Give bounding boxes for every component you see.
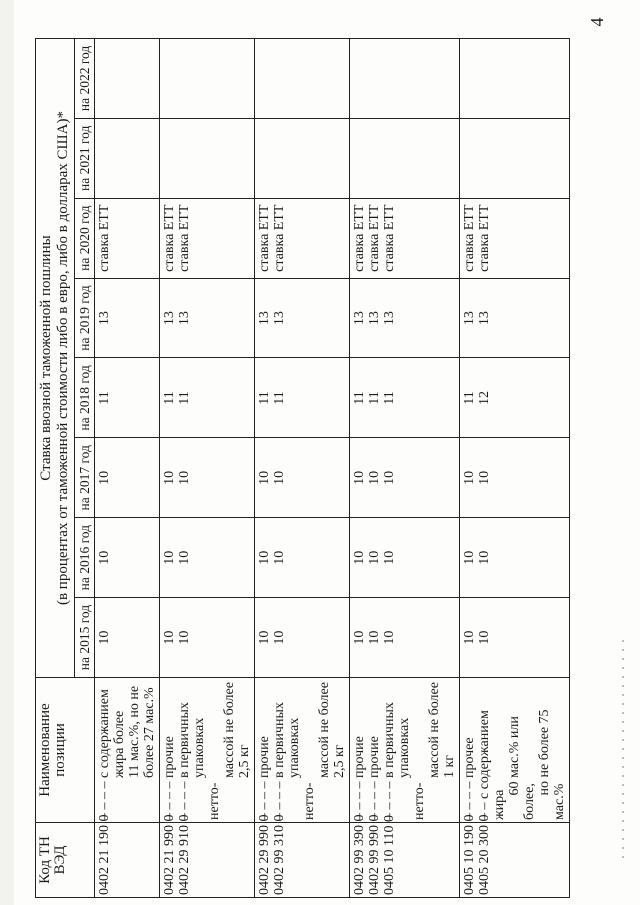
row-name: – – – – прочее – – с содержанием жира 60 мас.% или более, но не более 75 мас.% — [460, 678, 570, 823]
header-rate — [36, 39, 75, 678]
rate-cell: 10 10 10 — [350, 438, 460, 518]
rate-cell — [160, 39, 255, 119]
rate-cell: 13 13 — [160, 278, 255, 358]
rate-cell: 11 12 — [460, 358, 570, 438]
rate-cell: ставка ЕТТ ставка ЕТТ — [160, 198, 255, 278]
rate-cell: 11 — [95, 358, 160, 438]
rate-cell — [95, 118, 160, 198]
year-header: на 2016 год — [75, 518, 95, 598]
row-code: 0402 21 990 0 0402 29 910 0 — [160, 823, 255, 898]
scan-edge — [0, 0, 14, 905]
rate-cell — [460, 39, 570, 119]
rate-cell: 10 10 — [460, 518, 570, 598]
header-rate-line1: Ставка ввозной таможенной пошлины — [38, 235, 54, 481]
scan-speckle — [622, 640, 624, 860]
rate-cell: 10 — [95, 598, 160, 678]
year-header: на 2022 год — [75, 39, 95, 119]
header-code: Код ТН ВЭД — [36, 823, 95, 898]
row-name: – – – – прочие – – – – в первичных упаковках нетто- массой не более 2,5 кг — [160, 678, 255, 823]
table-row — [255, 39, 350, 898]
year-header: на 2017 год — [75, 438, 95, 518]
rate-cell: 10 10 — [160, 438, 255, 518]
rate-cell — [95, 39, 160, 119]
rate-cell: 10 — [95, 438, 160, 518]
rate-cell: 10 10 — [160, 598, 255, 678]
year-header: на 2019 год — [75, 278, 95, 358]
row-name: – – – – прочие – – – – прочие – – – – в первичных упаковках нетто- массой не более 1 кг — [350, 678, 460, 823]
tariff-table — [35, 38, 570, 898]
table-header-row — [36, 39, 75, 898]
year-header: на 2018 год — [75, 358, 95, 438]
row-code: 0405 10 190 0 0405 20 300 0 — [460, 823, 570, 898]
year-header: на 2021 год — [75, 118, 95, 198]
rate-cell: ставка ЕТТ ставка ЕТТ — [255, 198, 350, 278]
rate-cell: 10 10 10 — [350, 518, 460, 598]
rate-cell: 10 — [95, 518, 160, 598]
rotated-page-content — [35, 17, 607, 898]
row-code: 0402 21 190 0 — [95, 823, 160, 898]
rate-cell: 10 10 10 — [350, 598, 460, 678]
rate-cell: ставка ЕТТ ставка ЕТТ ставка ЕТТ — [350, 198, 460, 278]
rate-cell: 10 10 — [460, 438, 570, 518]
rate-cell — [160, 118, 255, 198]
header-name: Наименование позиции — [36, 678, 95, 823]
row-code: 0402 99 390 0 0402 99 990 0 0405 10 110 0 — [350, 823, 460, 898]
rate-cell: 10 10 — [460, 598, 570, 678]
rate-cell: 10 10 — [255, 518, 350, 598]
rate-cell: 10 10 — [255, 598, 350, 678]
table-row — [160, 39, 255, 898]
rate-cell — [350, 39, 460, 119]
rate-cell — [255, 118, 350, 198]
rate-cell: ставка ЕТТ ставка ЕТТ — [460, 198, 570, 278]
rate-cell: 13 13 — [460, 278, 570, 358]
rate-cell: 11 11 — [255, 358, 350, 438]
table-row — [350, 39, 460, 898]
rate-cell: 10 10 — [160, 518, 255, 598]
table-row — [95, 39, 160, 898]
year-header: на 2020 год — [75, 198, 95, 278]
table-body — [95, 39, 570, 898]
rate-cell: 10 10 — [255, 438, 350, 518]
page-number: 4 — [587, 17, 607, 27]
rate-cell: 13 — [95, 278, 160, 358]
rate-cell — [255, 39, 350, 119]
header-rate-line2: (в процентах от таможенной стоимости либо в евро, либо в долларах США)* — [55, 110, 71, 606]
row-name: – – – – с содержанием жира более 11 мас.%, но не более 27 мас.% — [95, 678, 160, 823]
row-code: 0402 29 990 0 0402 99 310 0 — [255, 823, 350, 898]
rate-cell — [460, 118, 570, 198]
year-header: на 2015 год — [75, 598, 95, 678]
table-row — [460, 39, 570, 898]
rate-cell: 11 11 — [160, 358, 255, 438]
rate-cell: 13 13 — [255, 278, 350, 358]
rate-cell: ставка ЕТТ — [95, 198, 160, 278]
rate-cell — [350, 118, 460, 198]
rate-cell: 11 11 11 — [350, 358, 460, 438]
row-name: – – – – прочие – – – – в первичных упаковках нетто- массой не более 2,5 кг — [255, 678, 350, 823]
rate-cell: 13 13 13 — [350, 278, 460, 358]
